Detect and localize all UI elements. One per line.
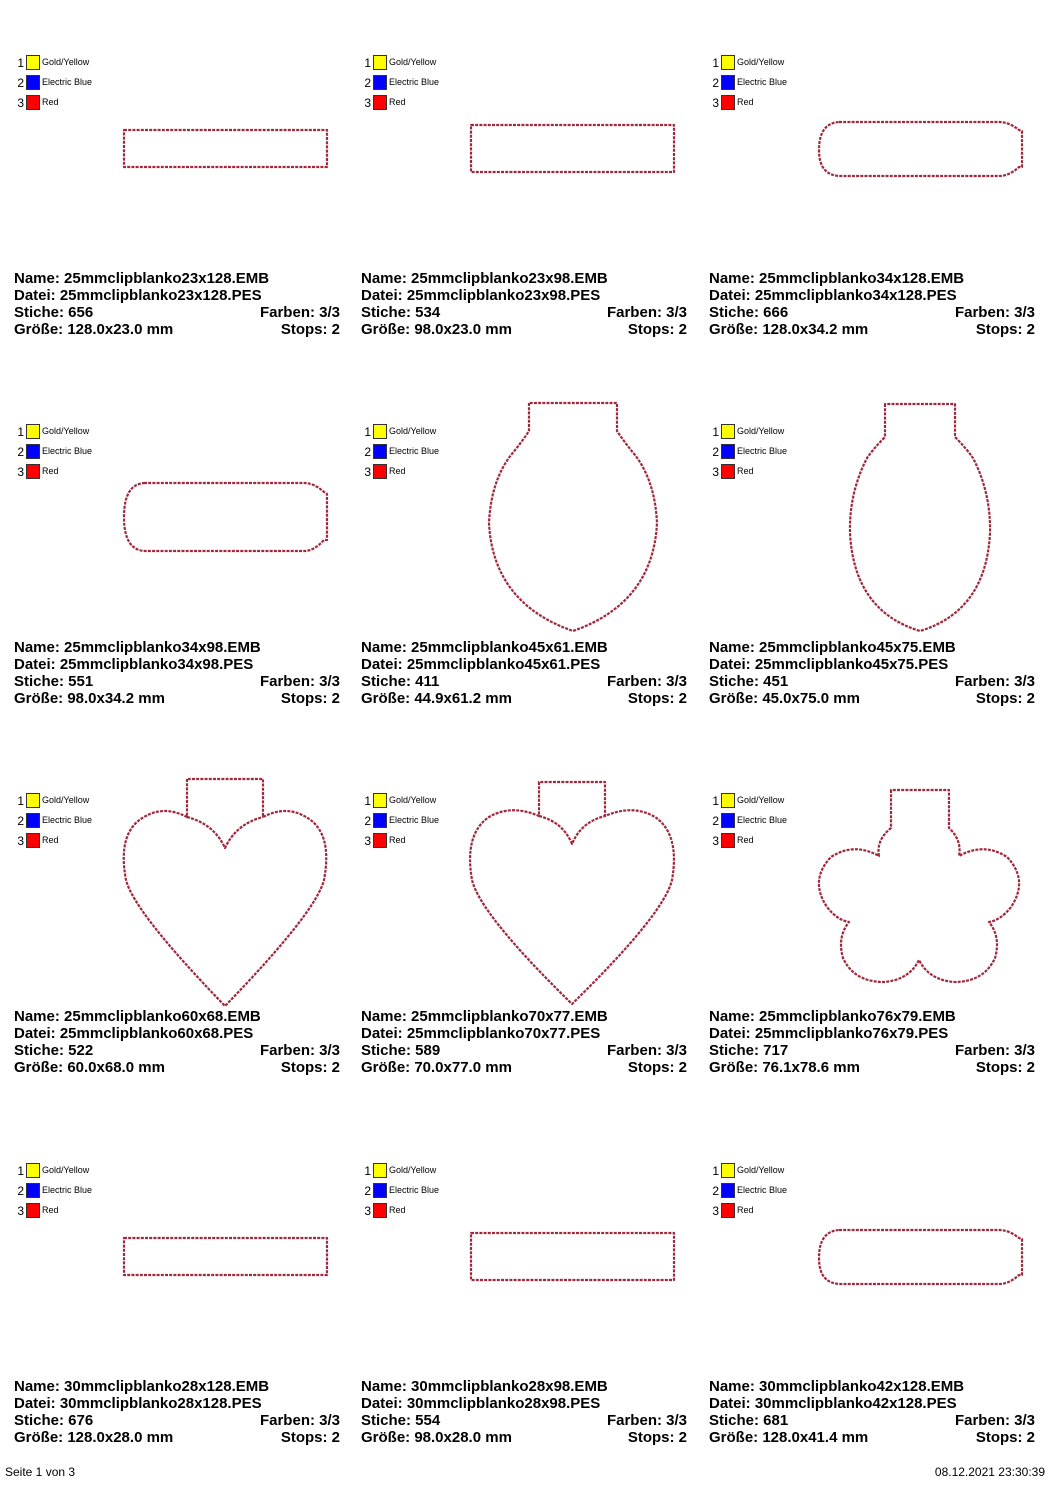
design-info bbox=[14, 1008, 340, 1076]
stop-count: Stops: 2 bbox=[627, 1059, 687, 1076]
design-card bbox=[709, 762, 1049, 1131]
stitch-count: Stiche: 411 bbox=[361, 673, 440, 690]
thread-number: 2 bbox=[712, 814, 719, 828]
stop-count: Stops: 2 bbox=[975, 1429, 1035, 1446]
design-info bbox=[361, 1008, 687, 1076]
thread-number: 3 bbox=[364, 1204, 371, 1218]
design-name: Name: 30mmclipblanko28x98.EMB bbox=[361, 1378, 608, 1395]
design-info bbox=[14, 1378, 340, 1446]
thread-color-name: Gold/Yellow bbox=[737, 795, 785, 805]
thread-number: 3 bbox=[364, 465, 371, 479]
thread-color-name: Gold/Yellow bbox=[389, 426, 437, 436]
thread-color-name: Gold/Yellow bbox=[389, 795, 437, 805]
design-name: Name: 25mmclipblanko45x75.EMB bbox=[709, 639, 956, 656]
stop-count: Stops: 2 bbox=[627, 321, 687, 338]
design-size: Größe: 98.0x34.2 mm bbox=[14, 690, 165, 707]
color-count: Farben: 3/3 bbox=[259, 1412, 340, 1429]
thread-color-name: Red bbox=[42, 835, 59, 845]
stop-count: Stops: 2 bbox=[280, 1059, 340, 1076]
thread-color-name: Gold/Yellow bbox=[389, 1165, 437, 1175]
design-card bbox=[709, 1132, 1049, 1501]
design-name: Name: 25mmclipblanko60x68.EMB bbox=[14, 1008, 261, 1025]
thread-number: 1 bbox=[364, 794, 371, 808]
thread-color-name: Red bbox=[737, 97, 754, 107]
stitch-count: Stiche: 451 bbox=[709, 673, 789, 690]
thread-number: 3 bbox=[17, 96, 24, 110]
color-count: Farben: 3/3 bbox=[954, 304, 1035, 321]
thread-color-name: Gold/Yellow bbox=[42, 795, 90, 805]
thread-number: 3 bbox=[712, 465, 719, 479]
design-card bbox=[361, 762, 701, 1131]
thread-number: 3 bbox=[712, 834, 719, 848]
thread-color-name: Electric Blue bbox=[737, 77, 788, 87]
stop-count: Stops: 2 bbox=[627, 1429, 687, 1446]
design-card bbox=[14, 1132, 354, 1501]
design-name: Name: 25mmclipblanko23x98.EMB bbox=[361, 270, 608, 287]
design-card bbox=[361, 24, 701, 393]
thread-color-name: Electric Blue bbox=[389, 1185, 440, 1195]
thread-number: 2 bbox=[712, 1184, 719, 1198]
thread-color-name: Red bbox=[389, 1205, 406, 1215]
stitch-count: Stiche: 554 bbox=[361, 1412, 441, 1429]
design-card bbox=[14, 762, 354, 1131]
color-count: Farben: 3/3 bbox=[259, 1042, 340, 1059]
thread-color-name: Gold/Yellow bbox=[737, 426, 785, 436]
design-file: Datei: 30mmclipblanko28x128.PES bbox=[14, 1395, 262, 1412]
design-outline bbox=[14, 393, 354, 643]
design-name: Name: 30mmclipblanko42x128.EMB bbox=[709, 1378, 965, 1395]
design-outline bbox=[14, 24, 354, 274]
stitch-count: Stiche: 522 bbox=[14, 1042, 94, 1059]
thread-number: 1 bbox=[17, 56, 24, 70]
page-number: Seite 1 von 3 bbox=[5, 1465, 76, 1479]
thread-number: 1 bbox=[17, 794, 24, 808]
thread-color-name: Electric Blue bbox=[737, 815, 788, 825]
thread-number: 2 bbox=[712, 445, 719, 459]
design-name: Name: 25mmclipblanko76x79.EMB bbox=[709, 1008, 956, 1025]
color-count: Farben: 3/3 bbox=[606, 1042, 687, 1059]
design-outline bbox=[709, 393, 1049, 643]
design-outline bbox=[361, 24, 701, 274]
stop-count: Stops: 2 bbox=[280, 690, 340, 707]
thread-number: 2 bbox=[17, 445, 24, 459]
design-outline bbox=[361, 762, 701, 1012]
thread-color-name: Gold/Yellow bbox=[42, 1165, 90, 1175]
design-size: Größe: 128.0x41.4 mm bbox=[709, 1429, 869, 1446]
color-count: Farben: 3/3 bbox=[606, 1412, 687, 1429]
thread-color-name: Gold/Yellow bbox=[737, 57, 785, 67]
design-file: Datei: 25mmclipblanko34x128.PES bbox=[709, 287, 957, 304]
thread-color-name: Electric Blue bbox=[389, 815, 440, 825]
thread-number: 2 bbox=[17, 814, 24, 828]
thread-color-name: Red bbox=[737, 835, 754, 845]
thread-number: 1 bbox=[364, 425, 371, 439]
thread-number: 1 bbox=[17, 425, 24, 439]
design-card bbox=[14, 393, 354, 762]
design-size: Größe: 70.0x77.0 mm bbox=[361, 1059, 512, 1076]
design-info bbox=[709, 639, 1035, 707]
color-count: Farben: 3/3 bbox=[606, 304, 687, 321]
thread-number: 2 bbox=[364, 1184, 371, 1198]
stop-count: Stops: 2 bbox=[975, 1059, 1035, 1076]
thread-color-name: Red bbox=[389, 97, 406, 107]
thread-number: 3 bbox=[17, 465, 24, 479]
print-timestamp: 08.12.2021 23:30:39 bbox=[934, 1465, 1045, 1479]
design-outline bbox=[709, 1132, 1049, 1382]
design-file: Datei: 30mmclipblanko42x128.PES bbox=[709, 1395, 957, 1412]
design-size: Größe: 128.0x23.0 mm bbox=[14, 321, 174, 338]
design-file: Datei: 25mmclipblanko45x61.PES bbox=[361, 656, 601, 673]
thread-number: 1 bbox=[17, 1164, 24, 1178]
design-name: Name: 25mmclipblanko34x128.EMB bbox=[709, 270, 965, 287]
thread-number: 2 bbox=[364, 445, 371, 459]
thread-number: 3 bbox=[712, 1204, 719, 1218]
design-name: Name: 25mmclipblanko23x128.EMB bbox=[14, 270, 270, 287]
thread-color-name: Electric Blue bbox=[42, 815, 93, 825]
design-info bbox=[14, 639, 340, 707]
design-size: Größe: 60.0x68.0 mm bbox=[14, 1059, 165, 1076]
design-size: Größe: 128.0x34.2 mm bbox=[709, 321, 869, 338]
thread-color-name: Gold/Yellow bbox=[737, 1165, 785, 1175]
design-size: Größe: 44.9x61.2 mm bbox=[361, 690, 512, 707]
design-info bbox=[709, 1008, 1035, 1076]
stitch-count: Stiche: 656 bbox=[14, 304, 94, 321]
stitch-count: Stiche: 681 bbox=[709, 1412, 789, 1429]
thread-color-name: Red bbox=[42, 466, 59, 476]
design-outline bbox=[709, 24, 1049, 274]
design-file: Datei: 25mmclipblanko76x79.PES bbox=[709, 1025, 949, 1042]
stop-count: Stops: 2 bbox=[280, 1429, 340, 1446]
design-file: Datei: 25mmclipblanko45x75.PES bbox=[709, 656, 949, 673]
stitch-count: Stiche: 676 bbox=[14, 1412, 94, 1429]
thread-color-name: Red bbox=[389, 466, 406, 476]
thread-color-name: Red bbox=[389, 835, 406, 845]
thread-number: 2 bbox=[364, 814, 371, 828]
stitch-count: Stiche: 589 bbox=[361, 1042, 441, 1059]
color-count: Farben: 3/3 bbox=[954, 1042, 1035, 1059]
thread-color-name: Red bbox=[737, 1205, 754, 1215]
thread-number: 1 bbox=[712, 425, 719, 439]
stitch-count: Stiche: 534 bbox=[361, 304, 441, 321]
design-card bbox=[709, 24, 1049, 393]
design-file: Datei: 25mmclipblanko60x68.PES bbox=[14, 1025, 254, 1042]
stop-count: Stops: 2 bbox=[975, 690, 1035, 707]
thread-number: 3 bbox=[17, 1204, 24, 1218]
stitch-count: Stiche: 551 bbox=[14, 673, 94, 690]
design-name: Name: 25mmclipblanko70x77.EMB bbox=[361, 1008, 608, 1025]
design-file: Datei: 25mmclipblanko70x77.PES bbox=[361, 1025, 601, 1042]
thread-number: 1 bbox=[712, 794, 719, 808]
thread-color-name: Electric Blue bbox=[42, 77, 93, 87]
thread-color-name: Electric Blue bbox=[42, 1185, 93, 1195]
design-outline bbox=[361, 1132, 701, 1382]
color-count: Farben: 3/3 bbox=[606, 673, 687, 690]
design-name: Name: 25mmclipblanko45x61.EMB bbox=[361, 639, 608, 656]
stop-count: Stops: 2 bbox=[627, 690, 687, 707]
design-outline bbox=[709, 762, 1049, 1012]
design-size: Größe: 128.0x28.0 mm bbox=[14, 1429, 174, 1446]
design-info bbox=[14, 270, 340, 338]
design-size: Größe: 98.0x23.0 mm bbox=[361, 321, 512, 338]
design-info bbox=[709, 270, 1035, 338]
stitch-count: Stiche: 666 bbox=[709, 304, 789, 321]
design-card bbox=[361, 1132, 701, 1501]
thread-color-name: Electric Blue bbox=[737, 446, 788, 456]
thread-color-name: Gold/Yellow bbox=[42, 426, 90, 436]
color-count: Farben: 3/3 bbox=[259, 673, 340, 690]
thread-color-name: Electric Blue bbox=[737, 1185, 788, 1195]
design-info bbox=[361, 639, 687, 707]
thread-number: 3 bbox=[17, 834, 24, 848]
design-file: Datei: 25mmclipblanko23x128.PES bbox=[14, 287, 262, 304]
thread-number: 2 bbox=[17, 76, 24, 90]
thread-number: 2 bbox=[17, 1184, 24, 1198]
thread-color-name: Gold/Yellow bbox=[42, 57, 90, 67]
design-file: Datei: 25mmclipblanko23x98.PES bbox=[361, 287, 601, 304]
design-outline bbox=[14, 762, 354, 1012]
thread-color-name: Electric Blue bbox=[389, 446, 440, 456]
thread-color-name: Red bbox=[42, 1205, 59, 1215]
color-count: Farben: 3/3 bbox=[259, 304, 340, 321]
design-size: Größe: 45.0x75.0 mm bbox=[709, 690, 860, 707]
design-info bbox=[361, 1378, 687, 1446]
stop-count: Stops: 2 bbox=[280, 321, 340, 338]
stop-count: Stops: 2 bbox=[975, 321, 1035, 338]
thread-color-name: Red bbox=[737, 466, 754, 476]
thread-number: 1 bbox=[712, 1164, 719, 1178]
thread-number: 2 bbox=[364, 76, 371, 90]
thread-number: 3 bbox=[364, 834, 371, 848]
design-file: Datei: 30mmclipblanko28x98.PES bbox=[361, 1395, 601, 1412]
stitch-count: Stiche: 717 bbox=[709, 1042, 789, 1059]
design-size: Größe: 98.0x28.0 mm bbox=[361, 1429, 512, 1446]
thread-number: 1 bbox=[364, 56, 371, 70]
thread-number: 1 bbox=[364, 1164, 371, 1178]
thread-number: 3 bbox=[364, 96, 371, 110]
thread-color-name: Gold/Yellow bbox=[389, 57, 437, 67]
design-card bbox=[14, 24, 354, 393]
design-info bbox=[361, 270, 687, 338]
design-outline bbox=[14, 1132, 354, 1382]
thread-number: 3 bbox=[712, 96, 719, 110]
thread-color-name: Electric Blue bbox=[42, 446, 93, 456]
design-size: Größe: 76.1x78.6 mm bbox=[709, 1059, 860, 1076]
design-name: Name: 25mmclipblanko34x98.EMB bbox=[14, 639, 261, 656]
design-card bbox=[361, 393, 701, 762]
design-info bbox=[709, 1378, 1035, 1446]
design-file: Datei: 25mmclipblanko34x98.PES bbox=[14, 656, 254, 673]
thread-color-name: Electric Blue bbox=[389, 77, 440, 87]
color-count: Farben: 3/3 bbox=[954, 673, 1035, 690]
design-card bbox=[709, 393, 1049, 762]
color-count: Farben: 3/3 bbox=[954, 1412, 1035, 1429]
design-name: Name: 30mmclipblanko28x128.EMB bbox=[14, 1378, 270, 1395]
thread-number: 1 bbox=[712, 56, 719, 70]
thread-color-name: Red bbox=[42, 97, 59, 107]
design-outline bbox=[361, 393, 701, 643]
thread-number: 2 bbox=[712, 76, 719, 90]
